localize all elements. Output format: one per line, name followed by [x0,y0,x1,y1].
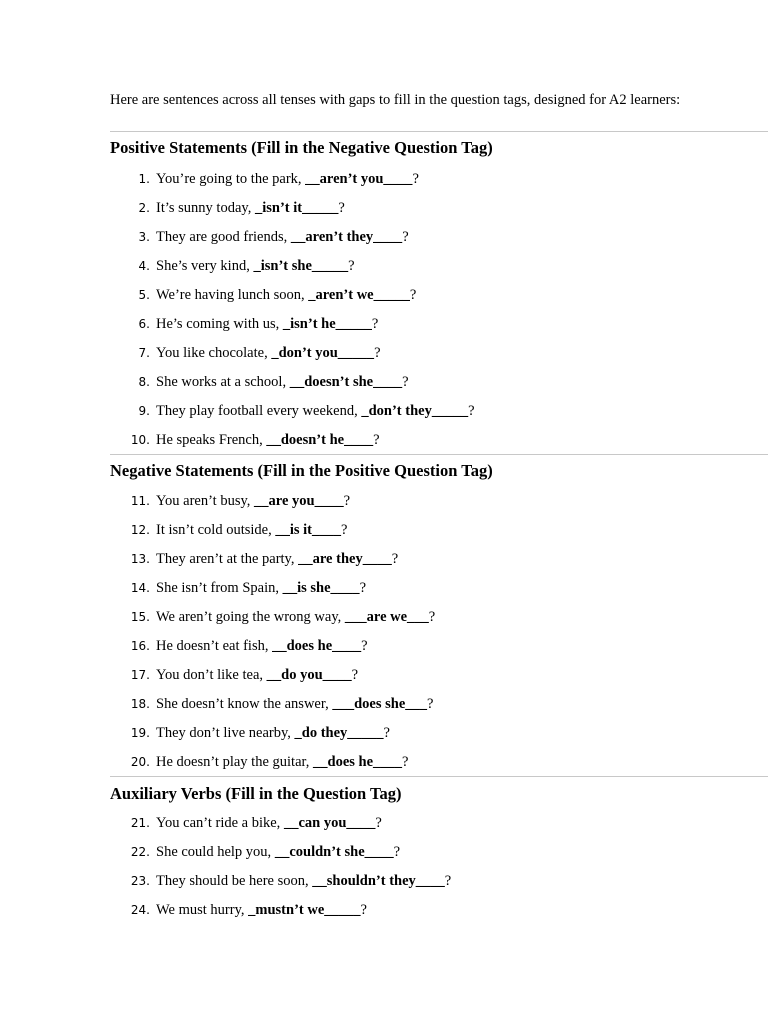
item-text: They aren’t at the party, [156,551,299,567]
item-text: He’s coming with us, [156,316,283,332]
question-tag-answer: _isn’t he_____ [282,316,372,332]
item-text: They play football every weekend, [156,403,362,419]
list-item [110,666,750,684]
item-end: ? [373,432,380,448]
list-item [110,814,750,832]
list-item [110,257,750,275]
list-item [110,843,750,861]
item-number: 7. [138,346,150,360]
item-text: She doesn’t know the answer, [156,696,333,712]
item-number: 18. [130,697,150,711]
question-tag-answer: __do you____ [266,667,352,683]
list-item [110,199,750,217]
question-tag-answer: ___does she___ [332,696,428,712]
item-end: ? [371,316,379,332]
question-tag-answer: __aren’t you____ [305,171,413,187]
divider [110,776,768,777]
item-end: ? [341,522,348,538]
list-item [110,872,750,890]
item-number: 4. [138,259,150,273]
list-item [110,550,750,568]
item-text: You’re going to the park, [156,171,306,187]
list-item [110,431,750,449]
question-tag-answer: __does he____ [313,754,403,770]
item-end: ? [428,609,436,625]
item-text: They don’t live nearby, [156,725,295,741]
list-item [110,637,750,655]
section-title: Positive Statements (Fill in the Negative Question Tag) [110,138,493,157]
item-end: ? [409,287,417,303]
question-tag-answer: __is it____ [275,522,342,538]
item-number: 11. [130,494,150,508]
item-end: ? [375,815,382,831]
item-end: ? [360,902,367,918]
item-end: ? [468,403,475,419]
item-number: 23. [130,874,150,888]
item-number: 3. [138,230,150,244]
item-text: They are good friends, [156,229,291,245]
item-end: ? [338,200,345,216]
question-tag-answer: ___are we___ [344,609,429,625]
question-tag-answer: __can you____ [283,815,376,831]
item-text: They should be here soon, [156,873,313,889]
item-text: We must hurry, [156,902,249,918]
list-item [110,228,750,246]
divider [110,131,768,132]
list-item [110,373,750,391]
list-item [110,170,750,188]
section-title: Auxiliary Verbs (Fill in the Question Tag) [110,784,402,803]
item-number: 13. [130,552,150,566]
item-text: It isn’t cold outside, [156,522,276,538]
question-tag-answer: _aren’t we_____ [308,287,410,303]
item-end: ? [374,345,381,361]
question-tag-answer: _don’t they_____ [361,403,469,419]
list-item [110,608,750,626]
item-number: 5. [138,288,150,302]
list-item [110,315,750,333]
item-text: She isn’t from Spain, [156,580,283,596]
item-number: 1. [138,172,150,186]
item-number: 22. [130,845,150,859]
item-text: You can’t ride a bike, [156,815,284,831]
list-item [110,344,750,362]
list-item [110,402,750,420]
item-end: ? [402,754,409,770]
item-end: ? [359,580,366,596]
item-end: ? [412,171,419,187]
item-text: You like chocolate, [156,345,272,361]
question-tag-answer: __couldn’t she____ [274,844,394,860]
question-tag-answer: __is she____ [282,580,360,596]
item-end: ? [427,696,434,712]
item-text: He speaks French, [156,432,267,448]
item-text: She could help you, [156,844,275,860]
item-text: We aren’t going the wrong way, [156,609,345,625]
item-text: You aren’t busy, [156,493,255,509]
question-tag-answer: _do they_____ [294,725,384,741]
list-item [110,901,750,919]
item-number: 19. [130,726,150,740]
item-text: He doesn’t eat fish, [156,638,273,654]
item-number: 12. [130,523,150,537]
question-tag-answer: __doesn’t he____ [266,432,374,448]
item-end: ? [444,873,452,889]
item-end: ? [393,844,401,860]
list-item [110,286,750,304]
item-number: 24. [130,903,150,917]
item-end: ? [383,725,390,741]
list-item [110,724,750,742]
question-tag-answer: _mustn’t we_____ [248,902,361,918]
section-title: Negative Statements (Fill in the Positive Question Tag) [110,461,493,480]
item-end: ? [361,638,368,654]
item-number: 15. [130,610,150,624]
question-tag-answer: __does he____ [272,638,362,654]
item-number: 2. [138,201,150,215]
divider [110,454,768,455]
item-end: ? [391,551,399,567]
item-end: ? [402,229,409,245]
question-tag-answer: __shouldn’t they____ [312,873,445,889]
item-number: 8. [138,375,150,389]
item-number: 21. [130,816,150,830]
question-tag-answer: __doesn’t she____ [289,374,403,390]
item-text: It’s sunny today, [156,200,255,216]
item-number: 6. [138,317,150,331]
list-item [110,492,750,510]
question-tag-answer: __aren’t they____ [290,229,403,245]
list-item [110,521,750,539]
question-tag-answer: _isn’t it_____ [254,200,339,216]
item-text: He doesn’t play the guitar, [156,754,314,770]
item-number: 14. [130,581,150,595]
item-text: You don’t like tea, [156,667,267,683]
list-item [110,579,750,597]
item-number: 17. [130,668,150,682]
item-end: ? [348,258,355,274]
question-tag-answer: _isn’t she_____ [253,258,349,274]
item-text: She works at a school, [156,374,290,390]
item-number: 10. [130,433,150,447]
item-number: 20. [130,755,150,769]
item-end: ? [402,374,409,390]
item-text: We’re having lunch soon, [156,287,309,303]
question-tag-answer: __are you____ [254,493,344,509]
item-number: 16. [130,639,150,653]
question-tag-answer: __are they____ [298,551,392,567]
question-tag-answer: _don’t you_____ [271,345,375,361]
intro-text: Here are sentences across all tenses with gaps to fill in the question tags, designed for A2 learners: [110,92,681,108]
item-number: 9. [138,404,150,418]
list-item [110,695,750,713]
item-end: ? [343,493,351,509]
item-text: She’s very kind, [156,258,254,274]
item-end: ? [351,667,359,683]
list-item [110,753,750,771]
